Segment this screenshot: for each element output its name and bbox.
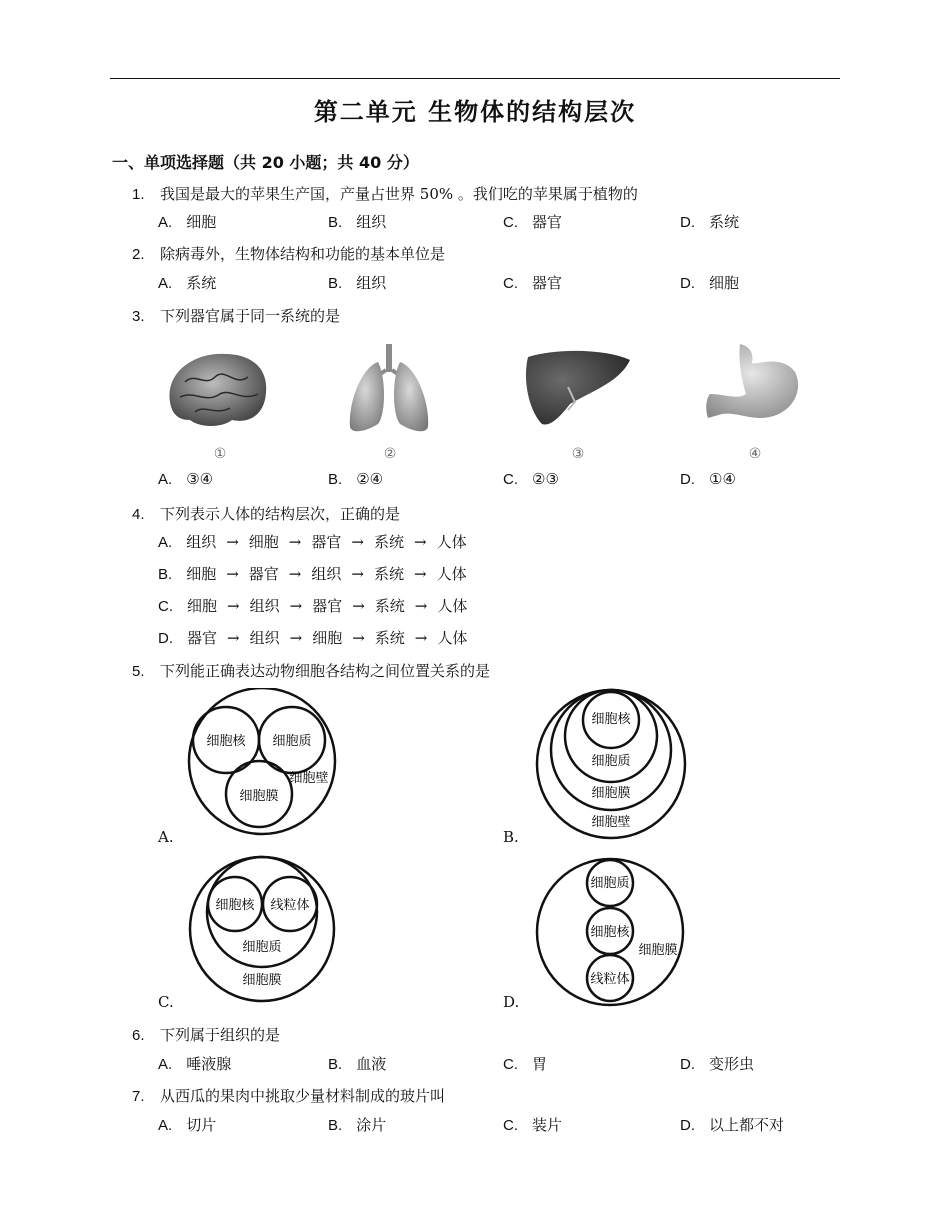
arrow-icon: → [288, 533, 302, 551]
option-a[interactable]: A. 唾液腺 [158, 1055, 232, 1073]
option-c[interactable]: C. 装片 [503, 1116, 563, 1134]
cell-diagram-a[interactable] [185, 688, 345, 838]
diagram-c-key[interactable]: C. [158, 993, 174, 1011]
label-cytoplasm: 细胞质 [590, 876, 630, 891]
option-c[interactable] [158, 595, 467, 616]
level-term: 组织 [249, 597, 280, 615]
arrow-icon: → [352, 597, 365, 615]
label-membrane: 细胞膜 [638, 943, 678, 958]
question-stem: 下列表示人体的结构层次，正确的是 [160, 505, 401, 523]
option-d[interactable]: D. 细胞 [680, 274, 740, 292]
brain-image [169, 354, 266, 426]
option-d[interactable] [158, 627, 467, 648]
level-term: 人体 [436, 565, 467, 583]
question-stem: 我国是最大的苹果生产国，产量占世界 50% 。我们吃的苹果属于植物的 [160, 185, 638, 203]
question-number: 7. [132, 1088, 145, 1105]
label-cytoplasm: 细胞质 [242, 940, 282, 955]
question-6 [132, 1024, 280, 1045]
label-mitochondria: 线粒体 [590, 972, 630, 987]
question-number: 2. [132, 246, 145, 263]
question-stem: 下列器官属于同一系统的是 [160, 307, 341, 325]
option-d[interactable]: D. 系统 [680, 213, 740, 231]
label-nucleus: 细胞核 [591, 712, 631, 727]
level-term: 人体 [437, 629, 468, 647]
option-c[interactable]: C. 器官 [503, 213, 563, 231]
arrow-icon: → [351, 565, 364, 583]
arrow-icon: → [226, 533, 239, 551]
level-term: 组织 [249, 629, 280, 647]
image-label: ① [213, 446, 227, 462]
level-term: 人体 [437, 597, 468, 615]
question-7 [132, 1085, 445, 1106]
arrow-icon: → [227, 597, 240, 615]
question-number: 5. [132, 663, 145, 680]
question-number: 1. [132, 186, 145, 203]
option-c[interactable]: C. ②③ [503, 470, 559, 488]
liver-image [526, 351, 630, 425]
level-term: 器官 [311, 533, 342, 551]
option-key: C. [158, 598, 173, 615]
level-term: 细胞 [248, 533, 279, 551]
arrow-icon: → [413, 565, 427, 583]
option-key: A. [158, 534, 173, 551]
level-term: 组织 [186, 533, 217, 551]
question-number: 4. [132, 506, 145, 523]
option-c[interactable]: C. 胃 [503, 1055, 548, 1073]
label-cell-wall: 细胞壁 [289, 771, 329, 786]
option-a[interactable]: A. ③④ [158, 470, 214, 488]
level-term: 组织 [311, 565, 342, 583]
label-membrane: 细胞膜 [591, 786, 631, 801]
level-term: 系统 [373, 533, 404, 551]
cell-diagram-b[interactable] [533, 688, 693, 843]
label-cytoplasm: 细胞质 [272, 734, 312, 749]
question-4 [132, 503, 400, 524]
label-cell-wall: 细胞壁 [591, 815, 631, 830]
stomach-image [706, 344, 798, 418]
level-term: 细胞 [312, 629, 343, 647]
header-rule [110, 78, 840, 79]
image-label: ④ [748, 446, 762, 462]
cell-diagram-d[interactable] [530, 856, 690, 1008]
question-number: 3. [132, 308, 145, 325]
question-3 [132, 305, 340, 326]
option-key: B. [158, 566, 173, 583]
option-d[interactable]: D. ①④ [680, 470, 736, 488]
label-nucleus: 细胞核 [215, 898, 255, 913]
level-term: 系统 [374, 629, 405, 647]
arrow-icon: → [226, 565, 239, 583]
label-cytoplasm: 细胞质 [591, 754, 631, 769]
label-nucleus: 细胞核 [206, 734, 246, 749]
option-a[interactable]: A. 细胞 [158, 213, 217, 231]
arrow-icon: → [413, 533, 427, 551]
option-c[interactable]: C. 器官 [503, 274, 563, 292]
diagram-b-key[interactable]: B. [503, 828, 519, 846]
lungs-image [350, 344, 428, 431]
label-membrane: 细胞膜 [242, 973, 282, 988]
question-stem: 下列属于组织的是 [160, 1026, 281, 1044]
label-mitochondria: 线粒体 [270, 898, 310, 913]
organ-images [150, 332, 830, 467]
section-heading: 一、单项选择题（共 20 小题；共 40 分） [112, 153, 419, 172]
option-b[interactable]: B. 组织 [328, 213, 387, 231]
option-b[interactable] [158, 563, 467, 584]
level-term: 细胞 [187, 597, 218, 615]
question-5 [132, 660, 490, 681]
arrow-icon: → [288, 565, 302, 583]
question-2 [132, 243, 445, 264]
option-a[interactable]: A. 切片 [158, 1116, 217, 1134]
question-number: 6. [132, 1027, 145, 1044]
option-b[interactable]: B. 涂片 [328, 1116, 387, 1134]
arrow-icon: → [414, 629, 428, 647]
question-stem: 从西瓜的果肉中挑取少量材料制成的玻片叫 [160, 1087, 446, 1105]
option-key: D. [158, 630, 173, 647]
question-1 [132, 183, 638, 204]
option-a[interactable]: A. 系统 [158, 274, 217, 292]
level-term: 器官 [248, 565, 279, 583]
option-d[interactable]: D. 变形虫 [680, 1055, 755, 1073]
option-b[interactable]: B. ②④ [328, 470, 384, 488]
diagram-a-key[interactable]: A. [158, 828, 174, 846]
option-d[interactable]: D. 以上都不对 [680, 1116, 785, 1134]
option-b[interactable]: B. 组织 [328, 274, 387, 292]
option-a[interactable] [158, 531, 467, 552]
arrow-icon: → [227, 629, 240, 647]
arrow-icon: → [414, 597, 428, 615]
arrow-icon: → [289, 597, 303, 615]
question-stem: 下列能正确表达动物细胞各结构之间位置关系的是 [160, 662, 491, 680]
level-term: 细胞 [186, 565, 217, 583]
label-nucleus: 细胞核 [590, 925, 630, 940]
cell-diagram-c[interactable] [185, 854, 345, 1004]
page-title: 第二单元 生物体的结构层次 [313, 98, 637, 126]
level-term: 人体 [436, 533, 467, 551]
image-label: ③ [571, 446, 585, 462]
question-stem: 除病毒外，生物体结构和功能的基本单位是 [160, 245, 446, 263]
level-term: 器官 [312, 597, 343, 615]
level-term: 系统 [374, 597, 405, 615]
arrow-icon: → [289, 629, 303, 647]
option-b[interactable]: B. 血液 [328, 1055, 387, 1073]
level-term: 器官 [187, 629, 218, 647]
level-term: 系统 [373, 565, 404, 583]
arrow-icon: → [352, 629, 365, 647]
diagram-d-key[interactable]: D. [503, 993, 520, 1011]
image-label: ② [383, 446, 397, 462]
label-membrane: 细胞膜 [239, 789, 279, 804]
arrow-icon: → [351, 533, 364, 551]
